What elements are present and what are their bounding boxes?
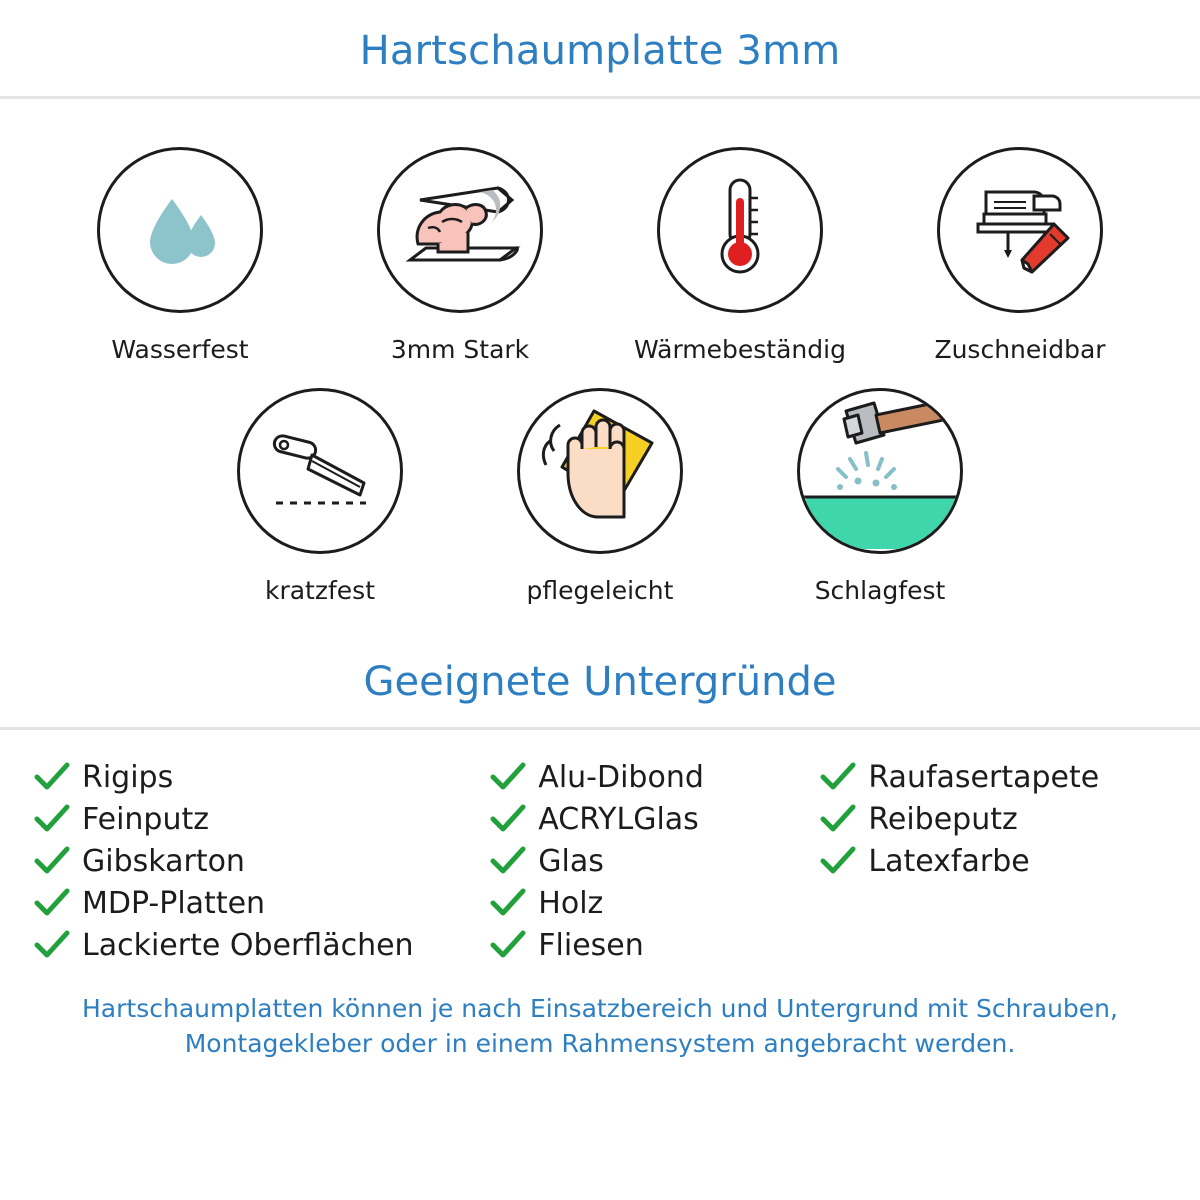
feature-label: Zuschneidbar [934,335,1106,364]
list-item-label: Fliesen [538,927,644,963]
check-icon [34,888,70,918]
feature-pflegeleicht [460,388,740,605]
substrates-column-2 [490,756,820,966]
feature-icon-circle [237,388,403,554]
list-item [820,840,1166,882]
feature-icon-circle [937,147,1103,313]
list-item-label: Gibskarton [82,843,245,879]
feature-icon-circle [97,147,263,313]
feature-icon-circle [517,388,683,554]
hammer-impact-icon [800,389,960,553]
list-item [490,840,820,882]
feature-label: pflegeleicht [526,576,674,605]
check-icon [820,804,856,834]
mounting-note: Hartschaumplatten können je nach Einsatzbereich und Untergrund mit Schrauben, Montagekleber oder in einem Rahmensystem angebracht werden. [82,994,1118,1058]
substrates-column-3 [820,756,1166,966]
list-item-label: MDP-Platten [82,885,266,921]
feature-icon-circle [797,388,963,554]
feature-grid [0,99,1200,605]
list-item [34,756,490,798]
substrates-title: Geeignete Untergründe [363,659,837,705]
list-item [34,924,490,966]
feature-waermebestaendig [600,147,880,364]
check-icon [820,846,856,876]
list-item [820,756,1166,798]
check-icon [34,804,70,834]
list-item-label: Feinputz [82,801,209,837]
list-item-label: Reibeputz [868,801,1018,837]
feature-icon-circle [377,147,543,313]
list-item-label: Glas [538,843,604,879]
feature-label: 3mm Stark [390,335,530,364]
check-icon [490,888,526,918]
list-item [490,756,820,798]
strong-arm-icon [380,148,540,312]
jigsaw-cutter-icon [950,158,1090,302]
page-title: Hartschaumplatte 3mm [359,28,841,74]
list-item [34,840,490,882]
list-item [490,882,820,924]
list-item [820,798,1166,840]
feature-label: kratzfest [264,576,375,605]
substrates-list [0,730,1200,966]
check-icon [820,762,856,792]
list-item-label: Holz [538,885,604,921]
substrates-column-1 [34,756,490,966]
feature-label: Schlagfest [814,576,946,605]
list-item [34,798,490,840]
feature-schlagfest [740,388,1020,605]
feature-3mm-stark [320,147,600,364]
list-item-label: Lackierte Oberflächen [82,927,414,963]
check-icon [490,930,526,960]
feature-wasserfest [40,147,320,364]
feature-zuschneidbar [880,147,1160,364]
thermometer-icon [680,168,800,292]
list-item [490,798,820,840]
list-item-label: ACRYLGlas [538,801,699,837]
feature-kratzfest [180,388,460,605]
check-icon [34,762,70,792]
feature-label: Wasserfest [111,335,249,364]
list-item [490,924,820,966]
check-icon [490,804,526,834]
check-icon [490,762,526,792]
feature-icon-circle [657,147,823,313]
knife-scratch-icon [250,399,390,543]
list-item [34,882,490,924]
feature-label: Wärmebeständig [634,335,846,364]
feature-row-1 [0,147,1200,364]
feature-row-2 [0,388,1200,605]
check-icon [34,846,70,876]
water-drops-icon [125,173,235,287]
cleaning-hand-cloth-icon [520,389,680,553]
list-item-label: Latexfarbe [868,843,1030,879]
check-icon [490,846,526,876]
list-item-label: Raufasertapete [868,759,1100,795]
list-item-label: Alu-Dibond [538,759,704,795]
list-item-label: Rigips [82,759,174,795]
check-icon [34,930,70,960]
